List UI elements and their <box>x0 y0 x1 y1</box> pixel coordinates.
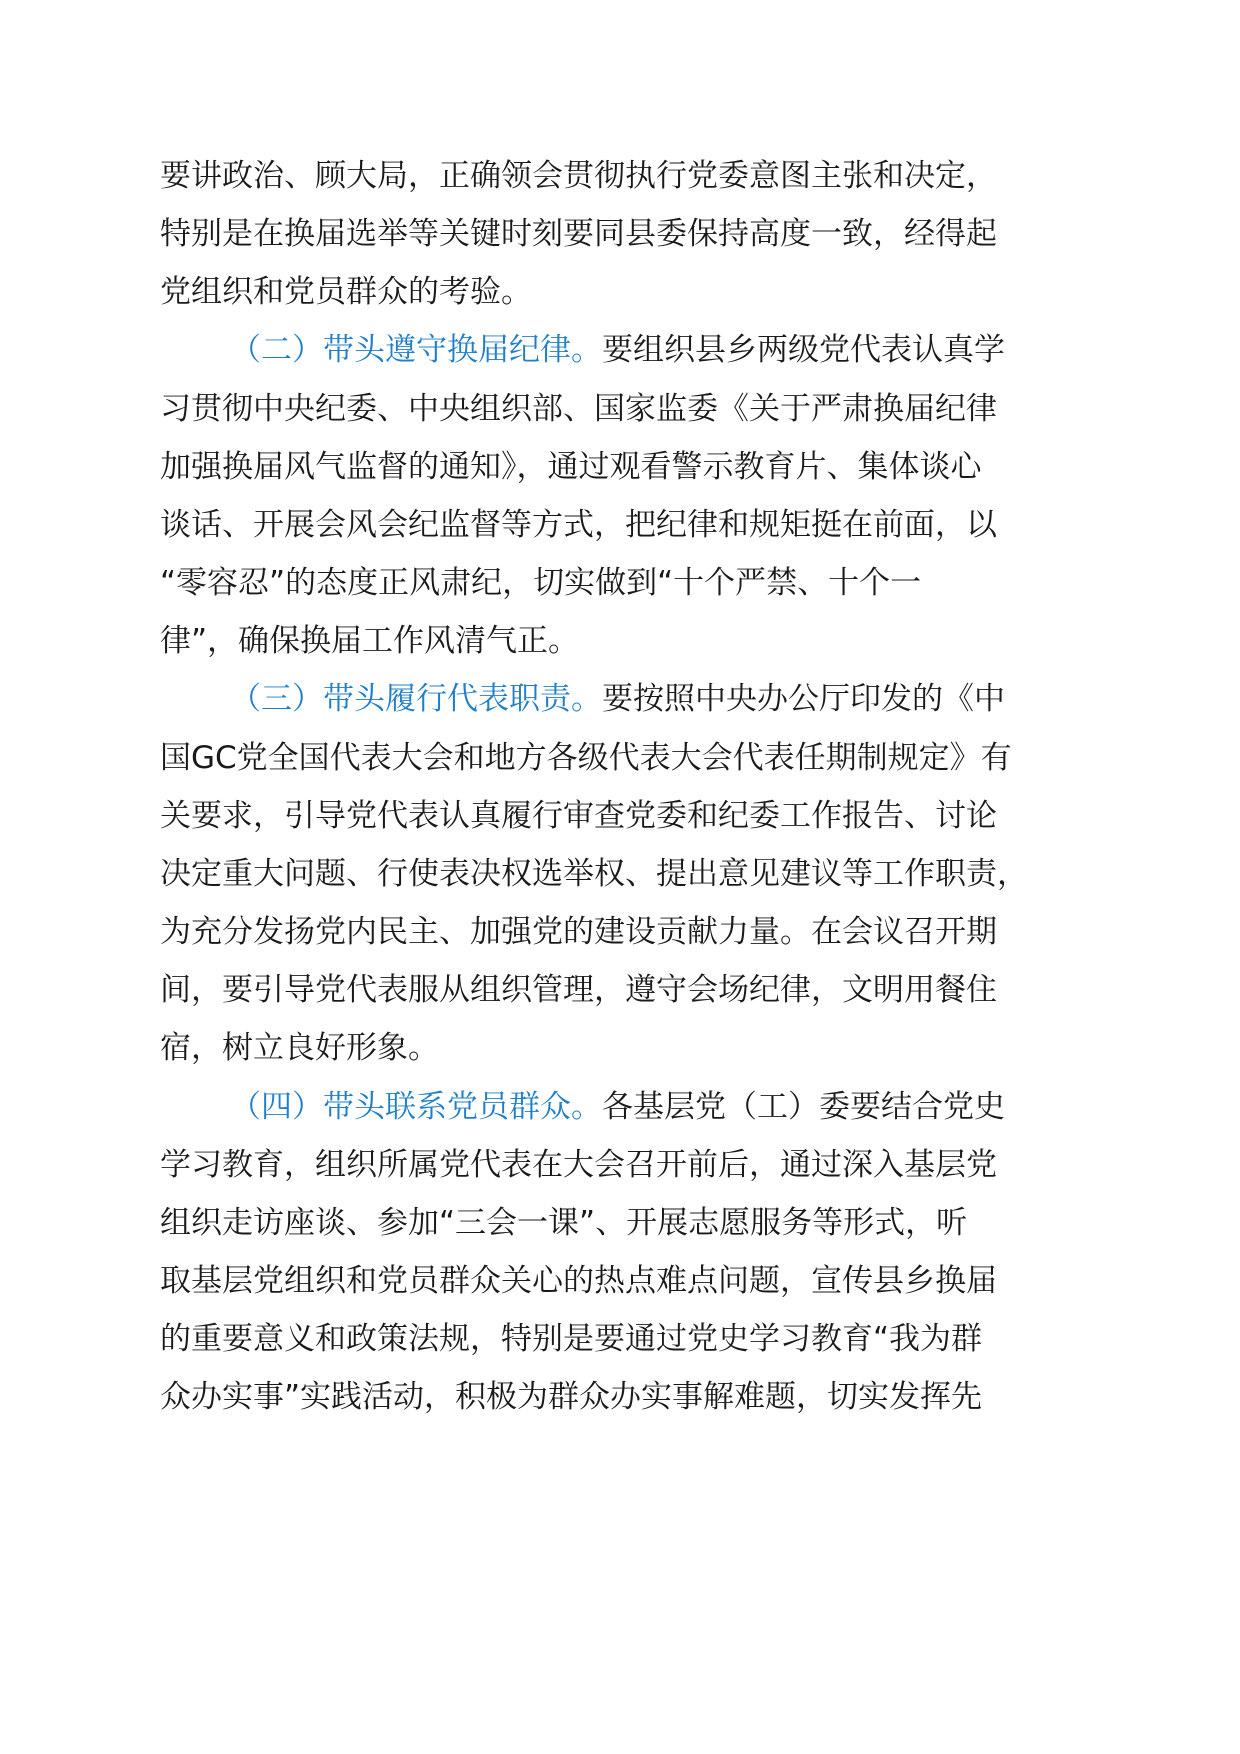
body-text-line: 关要求，引导党代表认真履行审查党委和纪委工作报告、讨论 <box>160 798 997 834</box>
body-text: 要组织县乡两级党代表认真学 <box>602 332 1005 368</box>
body-text-line: 学习教育，组织所属党代表在大会召开前后，通过深入基层党 <box>160 1147 997 1183</box>
body-text-line: 国GC党全国代表大会和地方各级代表大会代表任期制规定》有 <box>160 740 1012 776</box>
body-text-line: 加强换届风气监督的通知》，通过观看警示教育片、集体谈心 <box>160 449 982 485</box>
body-text: 要按照中央办公厅印发的《中 <box>602 681 1005 717</box>
body-text-line: 要讲政治、顾大局，正确领会贯彻执行党委意图主张和决定， <box>160 158 997 194</box>
body-text-line: 谈话、开展会风会纪监督等方式，把纪律和规矩挺在前面，以 <box>160 507 997 543</box>
section-heading: （二）带头遵守换届纪律。 <box>230 332 602 368</box>
body-text-line: 习贯彻中央纪委、中央组织部、国家监委《关于严肃换届纪律 <box>160 391 997 427</box>
body-text-line: 取基层党组织和党员群众关心的热点难点问题，宣传县乡换届 <box>160 1263 997 1299</box>
body-text-line: 特别是在换届选举等关键时刻要同县委保持高度一致，经得起 <box>160 216 997 252</box>
section-first-line <box>230 330 1005 370</box>
body-text-line: 众办实事”实践活动，积极为群众办实事解难题，切实发挥先 <box>160 1379 983 1415</box>
section-heading: （四）带头联系党员群众。 <box>230 1089 602 1125</box>
body-text-line: 的重要意义和政策法规，特别是要通过党史学习教育“我为群 <box>160 1321 983 1357</box>
section-heading: （三）带头履行代表职责。 <box>230 681 602 717</box>
body-text-line: 间，要引导党代表服从组织管理，遵守会场纪律，文明用餐住 <box>160 972 997 1008</box>
section-first-line <box>230 679 1005 719</box>
body-text-line: 党组织和党员群众的考验。 <box>160 274 532 310</box>
body-text-line: 决定重大问题、行使表决权选举权、提出意见建议等工作职责， <box>160 856 1028 892</box>
body-text-line: 组织走访座谈、参加“三会一课”、开展志愿服务等形式，听 <box>160 1205 968 1241</box>
body-text: 各基层党（工）委要结合党史 <box>602 1089 1005 1125</box>
section-first-line <box>230 1087 1005 1127</box>
body-text-line: 为充分发扬党内民主、加强党的建设贡献力量。在会议召开期 <box>160 914 997 950</box>
body-text-line: “零容忍”的态度正风肃纪，切实做到“十个严禁、十个一 <box>160 565 922 601</box>
body-text-line: 宿，树立良好形象。 <box>160 1030 439 1066</box>
body-text-line: 律”，确保换届工作风清气正。 <box>160 623 580 659</box>
